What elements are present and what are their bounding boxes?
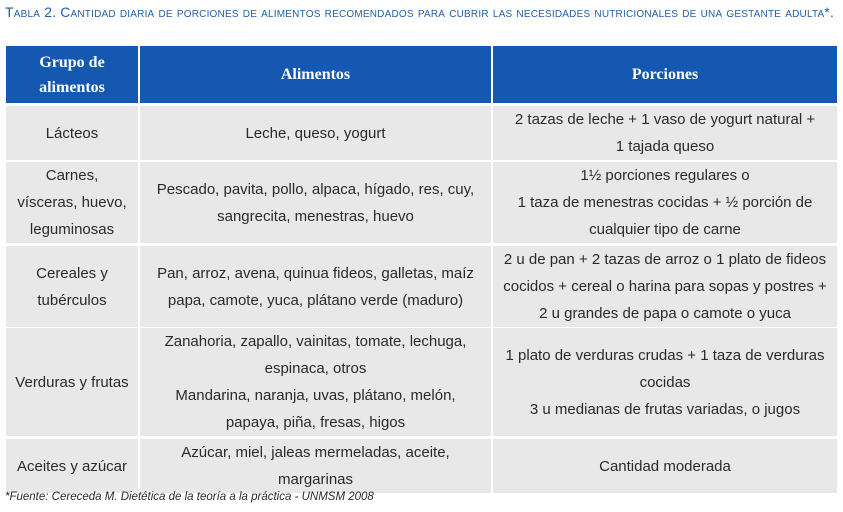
cell-alimentos [140, 162, 491, 243]
cell-alimentos [140, 246, 491, 327]
header-grupo [6, 46, 138, 103]
cell-line: Azúcar, miel, jaleas mermeladas, aceite, [181, 444, 450, 461]
header-grupo-line: alimentos [39, 78, 105, 96]
source-footnote: *Fuente: Cereceda M. Dietética de la teoría a la práctica - UNMSM 2008 [5, 491, 374, 503]
cell-line: 2 u de pan + 2 tazas de arroz o 1 plato de fideos [503, 251, 827, 268]
cell-line: 3 u medianas de frutas variadas, o jugos [529, 400, 801, 418]
cell-line: leguminosas [29, 221, 115, 238]
cell-porciones [493, 162, 837, 243]
cell-line: Aceites y azúcar [16, 457, 128, 475]
header-porciones-line: Porciones [631, 66, 699, 83]
cell-line: sangrecita, menestras, huevo [217, 207, 414, 225]
cell-grupo [6, 106, 138, 160]
table-caption [5, 3, 837, 21]
table-row [6, 439, 837, 491]
cell-grupo [6, 328, 138, 436]
cell-line: Mandarina, naranja, uvas, plátano, melón, [175, 387, 456, 404]
cell-line: vísceras, huevo, [17, 194, 127, 211]
cell-porciones [493, 439, 837, 493]
cell-line: Cantidad moderada [599, 457, 731, 475]
header-porciones [493, 46, 837, 103]
table-header-row [6, 46, 837, 103]
table-row [6, 106, 837, 159]
cell-line: Leche, queso, yogurt [245, 124, 386, 142]
cell-porciones [493, 246, 837, 327]
cell-line: 1 tajada queso [615, 138, 715, 155]
cell-line: espinaca, otros [264, 360, 367, 377]
nutrition-table [6, 46, 837, 494]
cell-grupo [6, 162, 138, 243]
cell-porciones [493, 106, 837, 160]
cell-line: margarinas [277, 471, 354, 488]
cell-line: 1 plato de verduras crudas + 1 taza de verduras [505, 346, 825, 364]
cell-line: 1½ porciones regulares o [580, 167, 750, 184]
cell-alimentos [140, 106, 491, 160]
cell-line: Verduras y frutas [15, 373, 129, 391]
cell-grupo [6, 246, 138, 327]
cell-line: papaya, piña, fresas, higos [225, 414, 406, 431]
cell-grupo [6, 439, 138, 493]
cell-line: Pan, arroz, avena, quinua fideos, galletas, maíz [157, 264, 474, 282]
cell-alimentos [140, 328, 491, 436]
caption-title: Cantidad diaria de porciones de alimentos recomendados para cubrir las necesidades nutricionales de una gestante adulta*. [60, 4, 835, 20]
cell-line: Lácteos [45, 124, 99, 142]
header-alimentos [140, 46, 491, 103]
cell-line: 1 taza de menestras cocidas + ½ porción de [517, 194, 813, 211]
cell-line: cocidas [639, 373, 691, 391]
cell-line: Zanahoria, zapallo, vainitas, tomate, lechuga, [164, 333, 467, 350]
cell-line: 2 u grandes de papa o camote o yuca [539, 305, 791, 322]
cell-line: Cereales y [36, 264, 108, 282]
cell-line: tubérculos [37, 291, 107, 309]
table-row [6, 246, 837, 325]
cell-porciones [493, 328, 837, 436]
cell-line: papa, camote, yuca, plátano verde (maduro) [167, 291, 464, 309]
cell-line: Pescado, pavita, pollo, alpaca, hígado, res, cuy, [156, 180, 475, 198]
cell-line: cocidos + cereal o harina para sopas y postres + [503, 278, 827, 295]
cell-alimentos [140, 439, 491, 493]
table-row [6, 162, 837, 243]
cell-line: cualquier tipo de carne [589, 221, 741, 238]
cell-line: Carnes, [45, 167, 99, 184]
header-grupo-line: Grupo de [39, 53, 105, 71]
header-alimentos-line: Alimentos [280, 66, 351, 83]
cell-line: 2 tazas de leche + 1 vaso de yogurt natural + [514, 111, 816, 128]
caption-label: Tabla 2. [5, 4, 57, 20]
table-row [6, 328, 837, 436]
